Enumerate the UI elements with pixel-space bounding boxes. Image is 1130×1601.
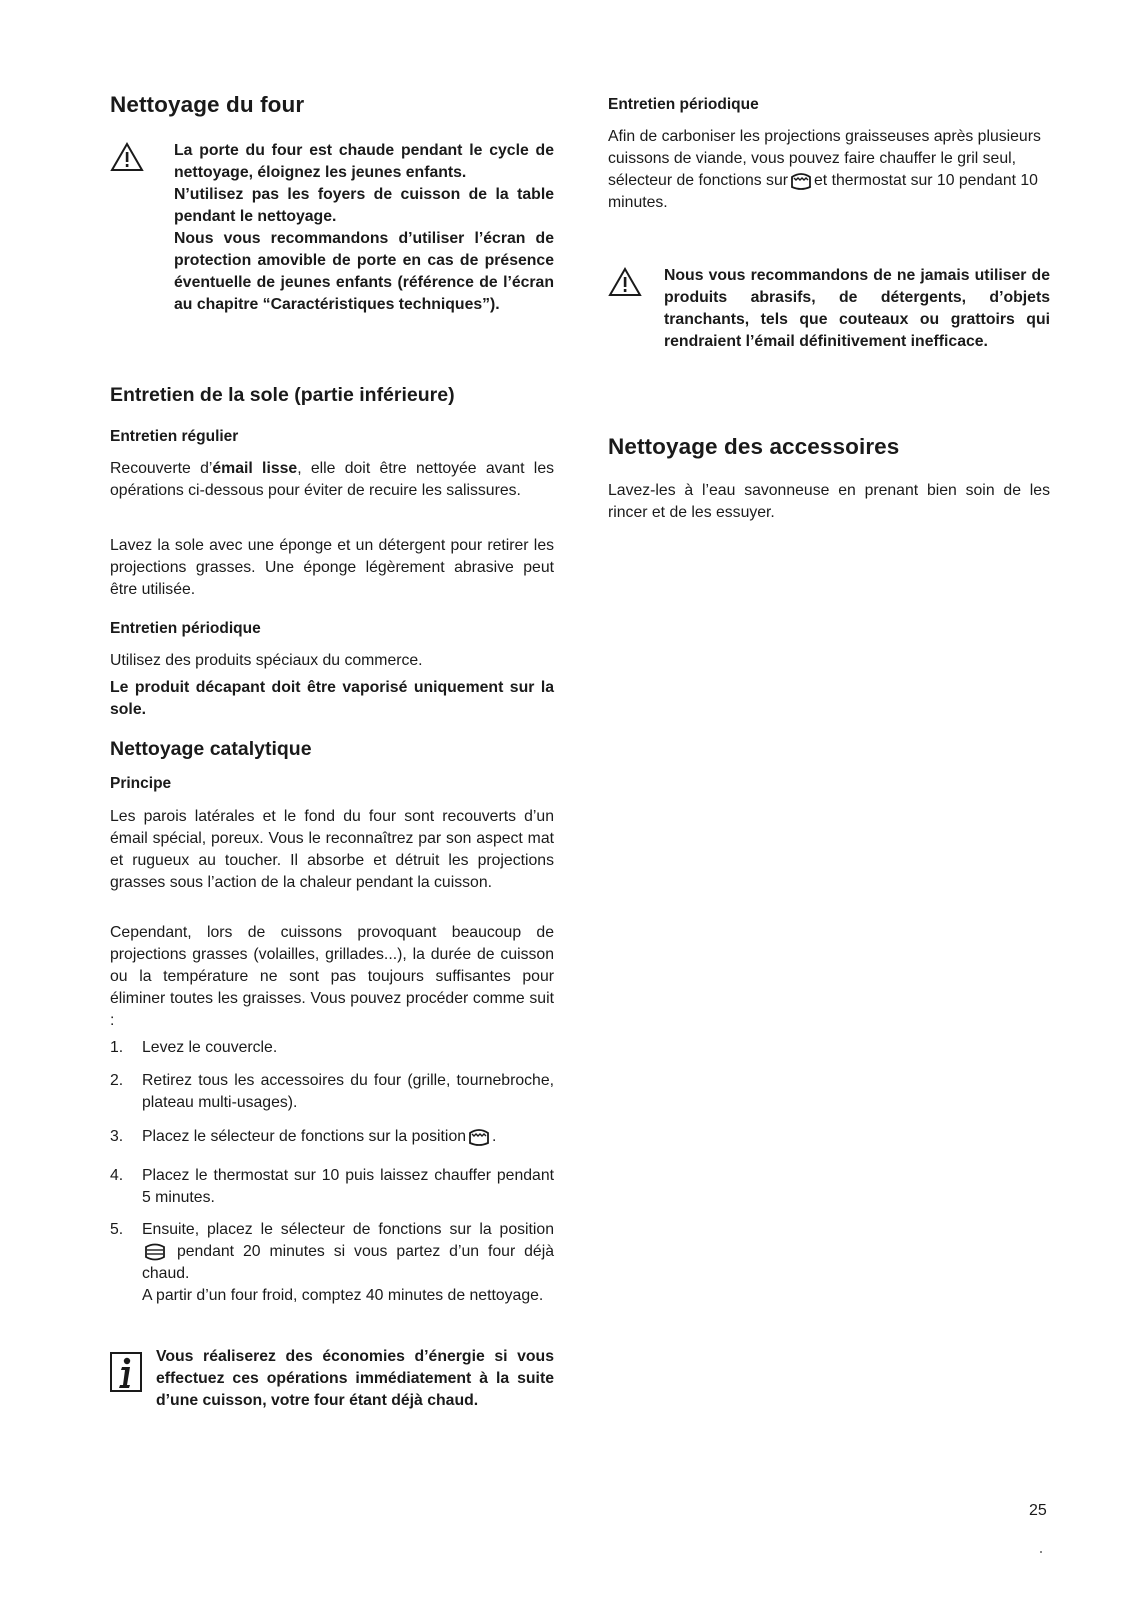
grill-function-icon (790, 171, 812, 191)
step-number: 2. (110, 1072, 124, 1089)
step-text: Placez le thermostat sur 10 puis laissez chauffer pendant 5 minutes. (142, 1167, 554, 1206)
info-block (110, 1346, 554, 1442)
step-3 (110, 1126, 554, 1148)
scan-dot (1040, 1551, 1042, 1553)
section-title-sole: Entretien de la sole (partie inférieure) (110, 384, 455, 406)
step-number: 5. (110, 1221, 124, 1238)
periodic-right-text-pre: Afin de carboniser les projections graisseuses après plusieurs cuissons de viande, vous pouvez faire chauffer le gril seul, sélecteur de fonctions sur (608, 128, 1041, 189)
subtitle-periodic-maintenance: Entretien périodique (110, 620, 261, 637)
step-text-post: pendant 20 minutes si vous partez d’un four déjà chaud. (142, 1243, 554, 1282)
subtitle-principle: Principe (110, 775, 172, 792)
step-number: 3. (110, 1128, 124, 1145)
step-number: 4. (110, 1167, 124, 1184)
regular-paragraph-1 (110, 458, 554, 502)
step-text-pre: Ensuite, placez le sélecteur de fonctions sur la position (142, 1221, 554, 1238)
subtitle-periodic-maintenance-right: Entretien périodique (608, 96, 759, 113)
step-text (142, 1126, 554, 1148)
warning-block (110, 140, 554, 370)
principle-paragraph-2: Cependant, lors de cuissons provoquant beaucoup de projections grasses (volailles, grillades...), la durée de cuisson ou la température ne sont pas toujours suffisantes pour éliminer toutes les graisses. Vous pouvez procéder comme suit : (110, 924, 554, 1029)
periodic-paragraph-2: Le produit décapant doit être vaporisé uniquement sur la sole. (110, 679, 554, 718)
step-1 (110, 1037, 554, 1059)
info-icon (110, 1352, 142, 1392)
regular-p1-text: Recouverte d’ (110, 460, 213, 477)
regular-paragraph-2: Lavez la sole avec une éponge et un détergent pour retirer les projections grasses. Une éponge légèrement abrasive peut être utilisée. (110, 537, 554, 598)
step-text: Retirez tous les accessoires du four (grille, tournebroche, plateau multi-usages). (142, 1072, 554, 1111)
step-text: Levez le couvercle. (142, 1039, 278, 1056)
step-2 (110, 1070, 554, 1114)
grill-function-icon (468, 1127, 490, 1147)
catalytic-function-icon (144, 1242, 166, 1262)
section-title-oven-cleaning: Nettoyage du four (110, 92, 305, 117)
warning-text-right: Nous vous recommandons de ne jamais utiliser de produits abrasifs, de détergents, d’objets tranchants, tels que couteaux ou grattoirs qui rendraient l’émail définitivement inefficace. (664, 267, 1050, 350)
section-title-accessories: Nettoyage des accessoires (608, 434, 900, 459)
regular-p1-text-post: , elle doit être nettoyée avant les opérations ci-dessous pour éviter de recuire les salissures. (110, 460, 554, 499)
step-4 (110, 1165, 554, 1209)
periodic-paragraph-right (608, 126, 1050, 214)
warning-line-3: Nous vous recommandons d’utiliser l’écran de protection amovible de porte en cas de présence éventuelle de jeunes enfants (référence de l’écran au chapitre “Caractéristiques techniques”). (174, 230, 554, 313)
step-text-post: . (492, 1128, 497, 1145)
warning-line-1: La porte du four est chaude pendant le cycle de nettoyage, éloignez les jeunes enfants. (174, 142, 554, 181)
periodic-paragraph-1: Utilisez des produits spéciaux du commerce. (110, 652, 423, 669)
warning-triangle-icon (110, 142, 144, 172)
subtitle-regular-maintenance: Entretien régulier (110, 428, 239, 445)
section-title-catalytic: Nettoyage catalytique (110, 738, 312, 760)
step-text (142, 1219, 554, 1307)
info-text: Vous réaliserez des économies d’énergie si vous effectuez ces opérations immédiatement à la suite d’une cuisson, votre four étant déjà chaud. (156, 1348, 554, 1409)
step-text-extra: A partir d’un four froid, comptez 40 minutes de nettoyage. (142, 1287, 544, 1304)
accessories-paragraph: Lavez-les à l’eau savonneuse en prenant bien soin de les rincer et de les essuyer. (608, 482, 1050, 521)
periodic-right-text-post: et thermostat sur 10 pendant 10 minutes. (608, 172, 1038, 211)
principle-paragraph-1: Les parois latérales et le fond du four sont recouverts d’un émail spécial, poreux. Vous le reconnaîtrez par son aspect mat et rugueux au toucher. Il absorbe et détruit les projections grasses sous l’action de la chaleur pendant la cuisson. (110, 808, 554, 891)
regular-p1-bold: émail lisse (212, 460, 298, 477)
warning-block-right (608, 265, 1050, 377)
warning-triangle-icon (608, 267, 642, 297)
warning-line-2: N’utilisez pas les foyers de cuisson de la table pendant le nettoyage. (174, 186, 554, 225)
page-number: 25 (1029, 1502, 1047, 1519)
step-5 (110, 1219, 554, 1307)
step-text-pre: Placez le sélecteur de fonctions sur la position (142, 1128, 467, 1145)
step-number: 1. (110, 1039, 124, 1056)
